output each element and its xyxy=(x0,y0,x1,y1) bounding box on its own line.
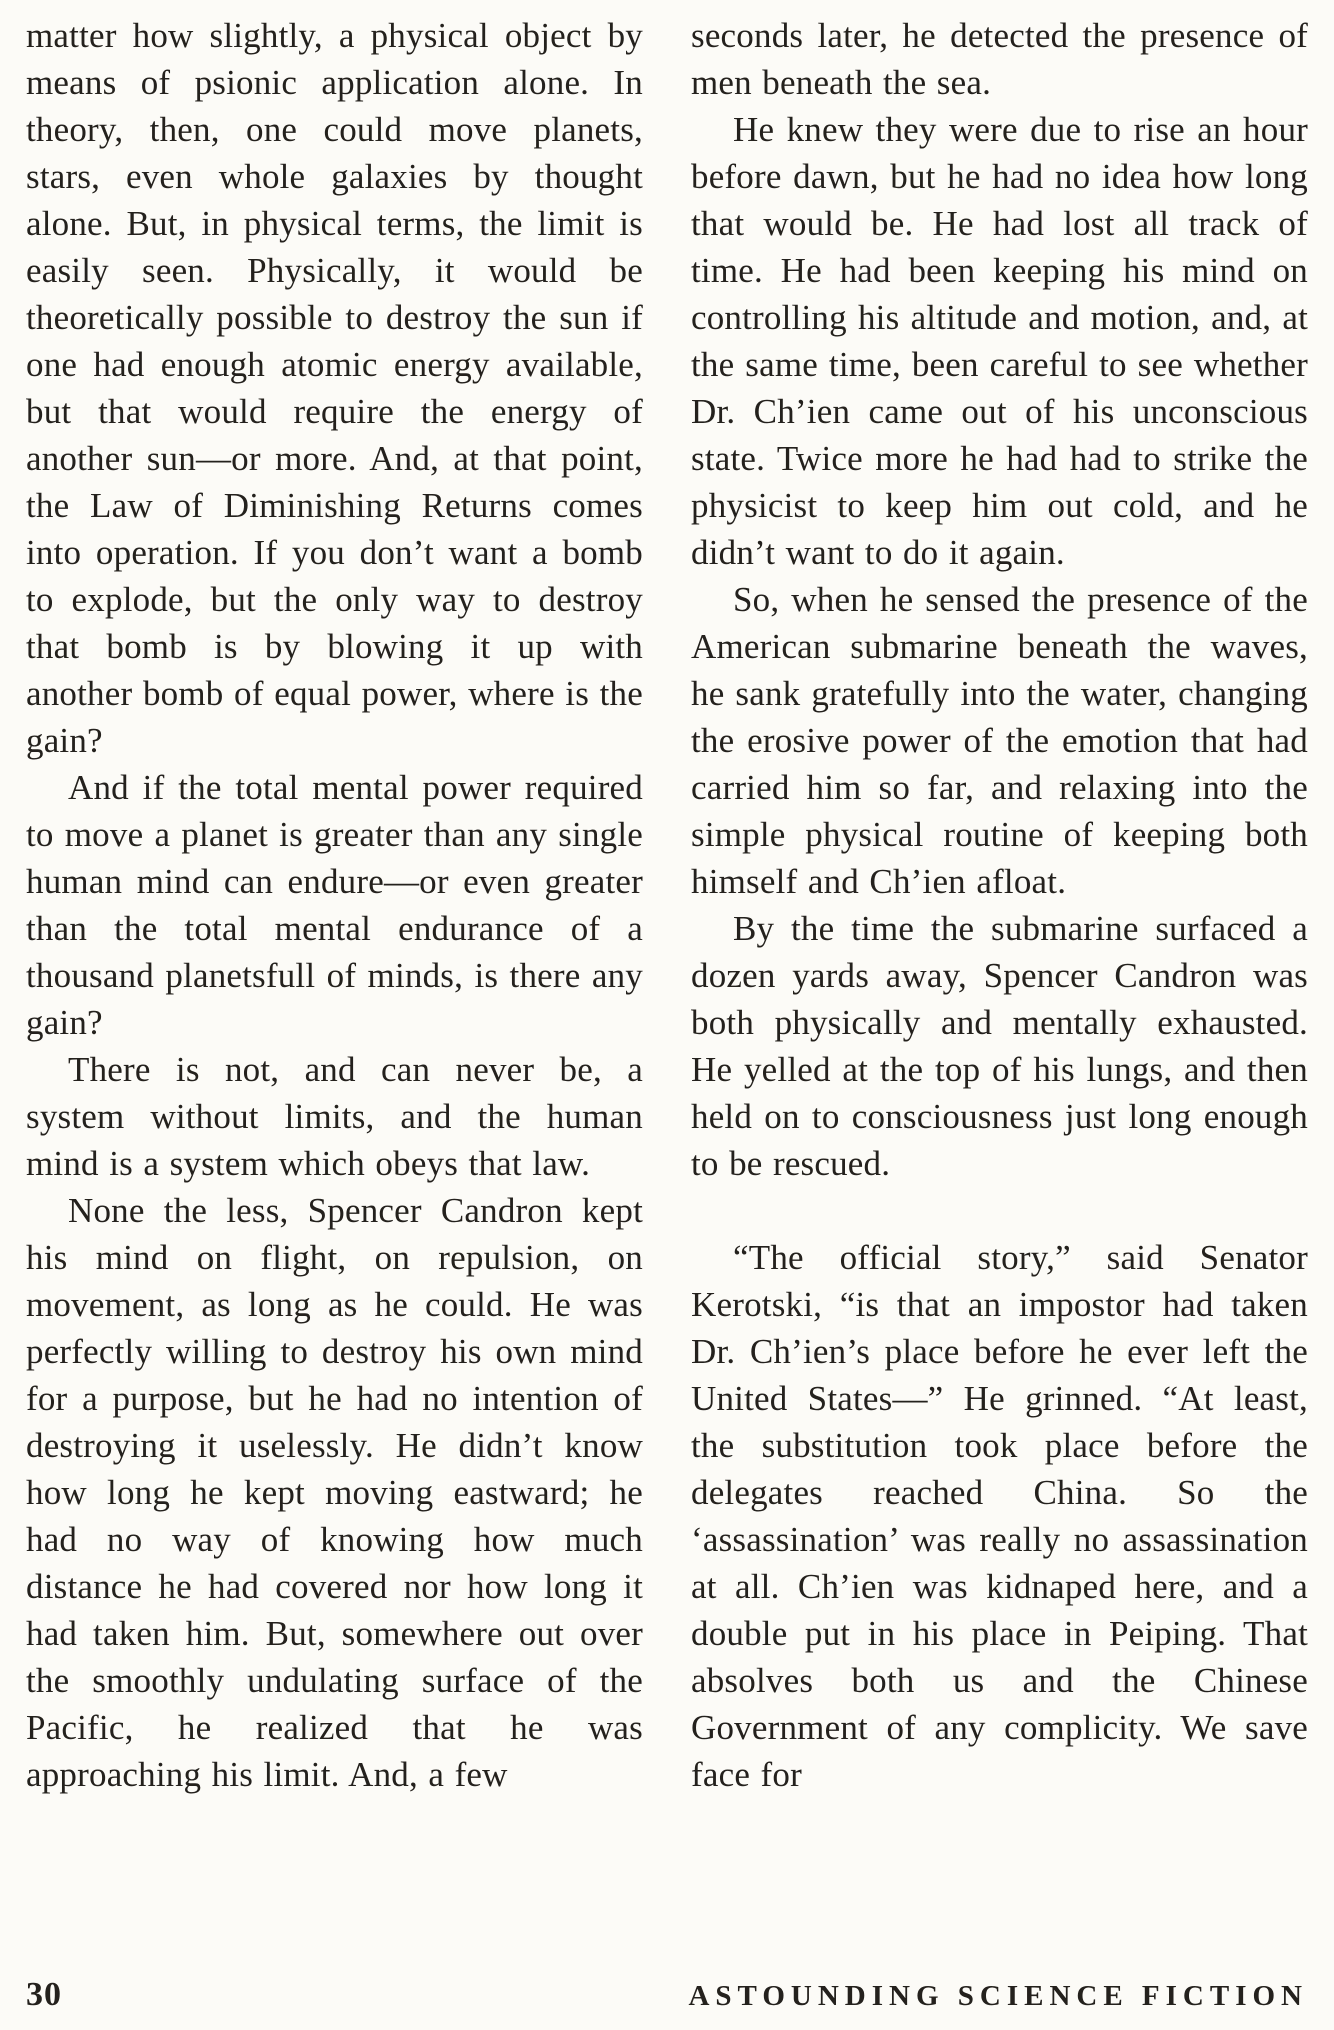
paragraph-continued: seconds later, he detected the presence of men beneath the sea. xyxy=(691,16,1308,102)
magazine-title: ASTOUNDING SCIENCE FICTION xyxy=(688,1980,1308,2012)
paragraph: And if the total mental power required to move a planet is greater than any single human mind can endure—or even greater than the total mental endurance of a thousand planetsfull of minds, is there any gain? xyxy=(26,768,643,1042)
paragraph-new-scene: “The official story,” said Senator Kerotski, “is that an impostor had taken Dr. Ch’ien’s place before he ever left the United States—” He grinned. “At least, the substitution took place before the delegates reached China. So the ‘assassination’ was really no assassination at all. Ch’ien was kidnaped here, and a double put in his place in Peiping. That absolves both us and the Chinese Government of any complicity. We save face for xyxy=(691,1238,1308,1794)
paragraph: None the less, Spencer Candron kept his mind on flight, on repulsion, on movement, as long as he could. He was perfectly willing to destroy his own mind for a purpose, but he had no intention of destroying it uselessly. He didn’t know how long he kept moving eastward; he had no way of knowing how much distance he had covered nor how long it had taken him. But, somewhere out over the smoothly undulating surface of the Pacific, he realized that he was approaching his limit. And, a few xyxy=(26,1191,643,1794)
paragraph: He knew they were due to rise an hour before dawn, but he had no idea how long that would be. He had lost all track of time. He had been keeping his mind on controlling his altitude and motion, and, at the same time, been careful to see whether Dr. Ch’ien came out of his unconscious state. Twice more he had had to strike the physicist to keep him out cold, and he didn’t want to do it again. xyxy=(691,110,1308,572)
page-number: 30 xyxy=(26,1976,62,2013)
paragraph: There is not, and can never be, a system without limits, and the human mind is a system which obeys that law. xyxy=(26,1050,643,1183)
page-footer xyxy=(26,1976,1308,2014)
paragraph: So, when he sensed the presence of the American submarine beneath the waves, he sank gratefully into the water, changing the erosive power of the emotion that had carried him so far, and relaxing into the simple physical routine of keeping both himself and Ch’ien afloat. xyxy=(691,580,1308,901)
paragraph: By the time the submarine surfaced a dozen yards away, Spencer Candron was both physically and mentally exhausted. He yelled at the top of his lungs, and then held on to consciousness just long enough to be rescued. xyxy=(691,909,1308,1183)
two-column-text-body xyxy=(26,12,1308,1798)
right-column xyxy=(691,12,1308,1798)
left-column xyxy=(26,12,643,1798)
paragraph-continued: matter how slightly, a physical object by means of psionic application alone. In theory, then, one could move planets, stars, even whole galaxies by thought alone. But, in physical terms, the limit is easily seen. Physically, it would be theoretically possible to destroy the sun if one had enough atomic energy available, but that would require the energy of another sun—or more. And, at that point, the Law of Diminishing Returns comes into operation. If you don’t want a bomb to explode, but the only way to destroy that bomb is by blowing it up with another bomb of equal power, where is the gain? xyxy=(26,16,643,760)
